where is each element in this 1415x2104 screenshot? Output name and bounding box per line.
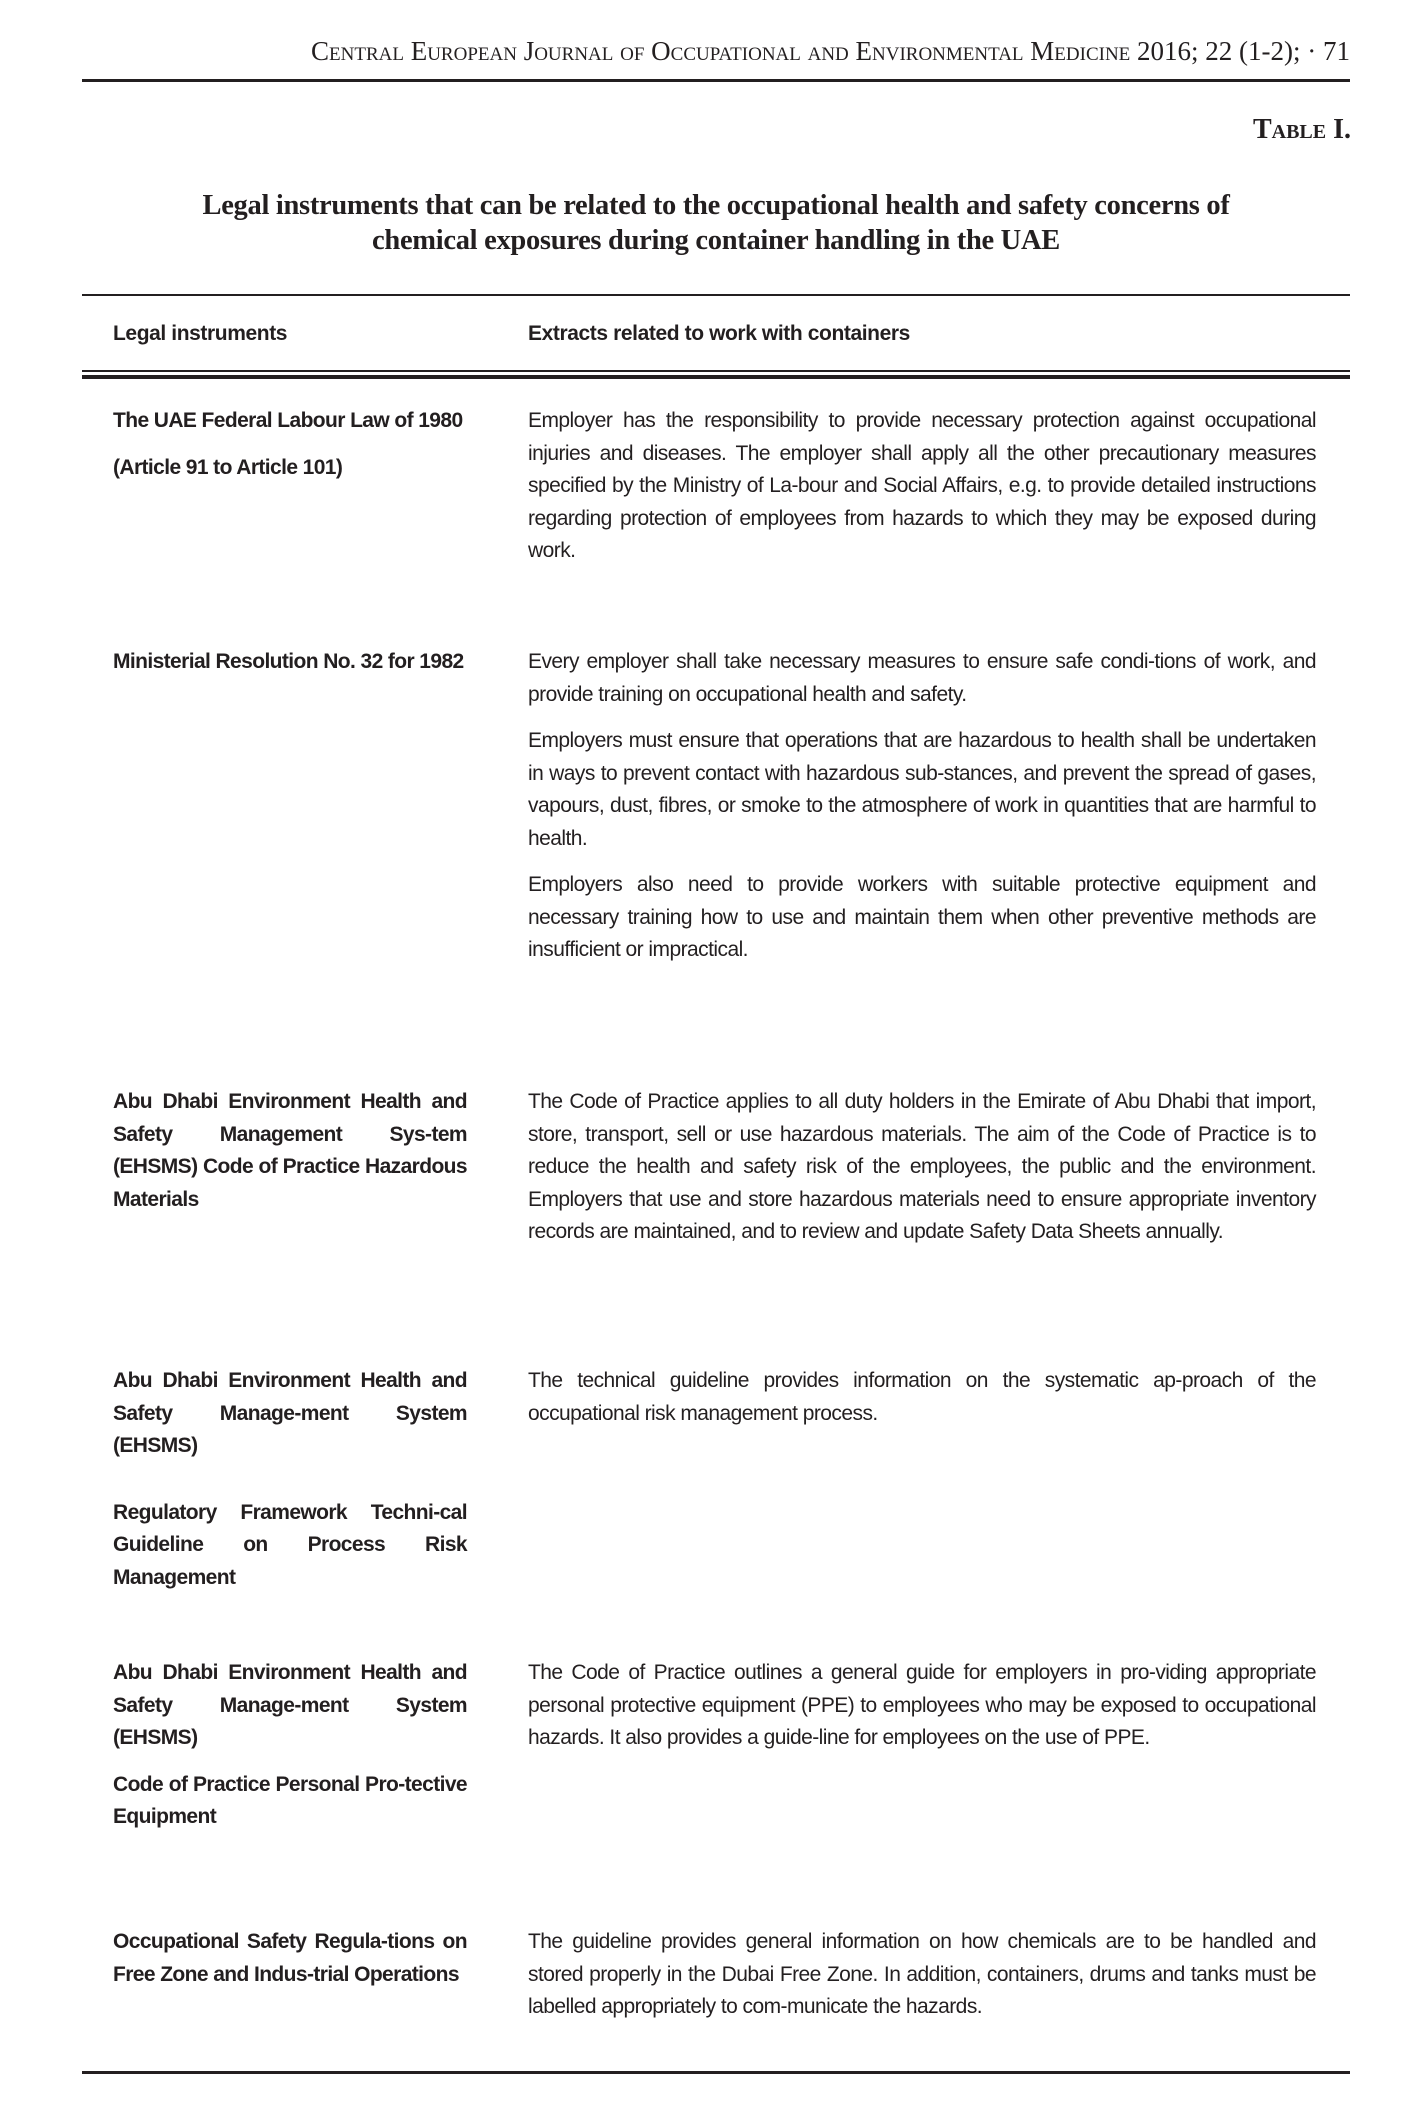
extract-paragraph: Every employer shall take necessary measures to ensure safe condi-tions of work, and provide training on occupational health and safety. — [528, 650, 1316, 706]
table-top-rule — [82, 294, 1350, 296]
instrument-name: Abu Dhabi Environment Health and Safety Manage-ment System (EHSMS) — [113, 1369, 467, 1457]
instrument-name: Abu Dhabi Environment Health and Safety Management Sys-tem (EHSMS) Code of Practice Hazardous Materials — [113, 1090, 467, 1211]
extract-cell — [528, 1657, 1316, 1755]
column-header-extracts: Extracts related to work with containers — [528, 322, 910, 345]
table-bottom-rule — [82, 2071, 1350, 2074]
extract-paragraph: The Code of Practice applies to all duty holders in the Emirate of Abu Dhabi that import, store, transport, sell or use hazardous materials. The aim of the Code of Practice is to reduce the health and safety risk of the employees, the public and the environment. Employers that use and store hazardous materials need to ensure appropriate inventory records are maintained, and to review and update Safety Data Sheets annually. — [528, 1090, 1316, 1243]
instrument-detail: (Article 91 to Article 101) — [113, 455, 343, 479]
extract-paragraph: The Code of Practice outlines a general guide for employers in pro-viding appropriate personal protective equipment (PPE) to employees who may be exposed to occupational hazards. It also provides a guide-line for employees on the use of PPE. — [528, 1661, 1316, 1749]
instrument-cell — [113, 1657, 467, 1834]
header-rule — [82, 79, 1350, 82]
extract-cell — [528, 1926, 1316, 2024]
instrument-cell — [113, 1926, 467, 1991]
column-header-legal-instruments: Legal instruments — [113, 322, 288, 345]
instrument-detail: Regulatory Framework Techni-cal Guideline on Process Risk Management — [113, 1500, 467, 1589]
extract-paragraph: Employer has the responsibility to provide necessary protection against occupational injuries and diseases. The employer shall apply all the other precautionary measures specified by the Ministry of La-bour and Social Affairs, e.g. to provide detailed instructions regarding protection of employees from hazards to which they may be exposed during work. — [528, 409, 1316, 562]
table-title-line: chemical exposures during container handling in the UAE — [372, 225, 1060, 256]
table-title — [82, 188, 1350, 258]
table-label: Table I. — [1252, 114, 1351, 145]
extract-cell — [528, 405, 1316, 568]
instrument-name: The UAE Federal Labour Law of 1980 — [113, 409, 463, 432]
instrument-detail: Code of Practice Personal Pro-tective Equipment — [113, 1772, 467, 1828]
header-rule-thin — [82, 370, 1350, 372]
extract-cell — [528, 1086, 1316, 1249]
extract-cell — [528, 646, 1316, 967]
running-head: Central European Journal of Occupational and Environmental Medicine 2016; 22 (1-2); · 71 — [311, 36, 1350, 66]
instrument-name: Occupational Safety Regula-tions on Free Zone and Indus-trial Operations — [113, 1930, 467, 1986]
extract-paragraph: The guideline provides general information on how chemicals are to be handled and stored properly in the Dubai Free Zone. In addition, containers, drums and tanks must be labelled appropriately to com-municate the hazards. — [528, 1930, 1316, 2018]
table-title-line: Legal instruments that can be related to the occupational health and safety concerns of — [202, 190, 1230, 221]
instrument-cell — [113, 1086, 467, 1216]
extract-paragraph: The technical guideline provides information on the systematic ap-proach of the occupational risk management process. — [528, 1369, 1316, 1425]
instrument-cell — [113, 1365, 467, 1594]
extract-cell — [528, 1365, 1316, 1430]
instrument-name: Abu Dhabi Environment Health and Safety Manage-ment System (EHSMS) — [113, 1661, 467, 1749]
extract-paragraph: Employers also need to provide workers with suitable protective equipment and necessary training how to use and maintain them when other preventive methods are insufficient or impractical. — [528, 873, 1316, 961]
extract-paragraph: Employers must ensure that operations that are hazardous to health shall be undertaken in ways to prevent contact with hazardous sub-stances, and prevent the spread of gases, vapours, dust, fibres, or smoke to the atmosphere of work in quantities that are harmful to health. — [528, 729, 1316, 850]
instrument-name: Ministerial Resolution No. 32 for 1982 — [113, 650, 464, 673]
instrument-cell — [113, 646, 467, 679]
header-rule-thick — [82, 375, 1350, 379]
instrument-cell — [113, 405, 467, 484]
